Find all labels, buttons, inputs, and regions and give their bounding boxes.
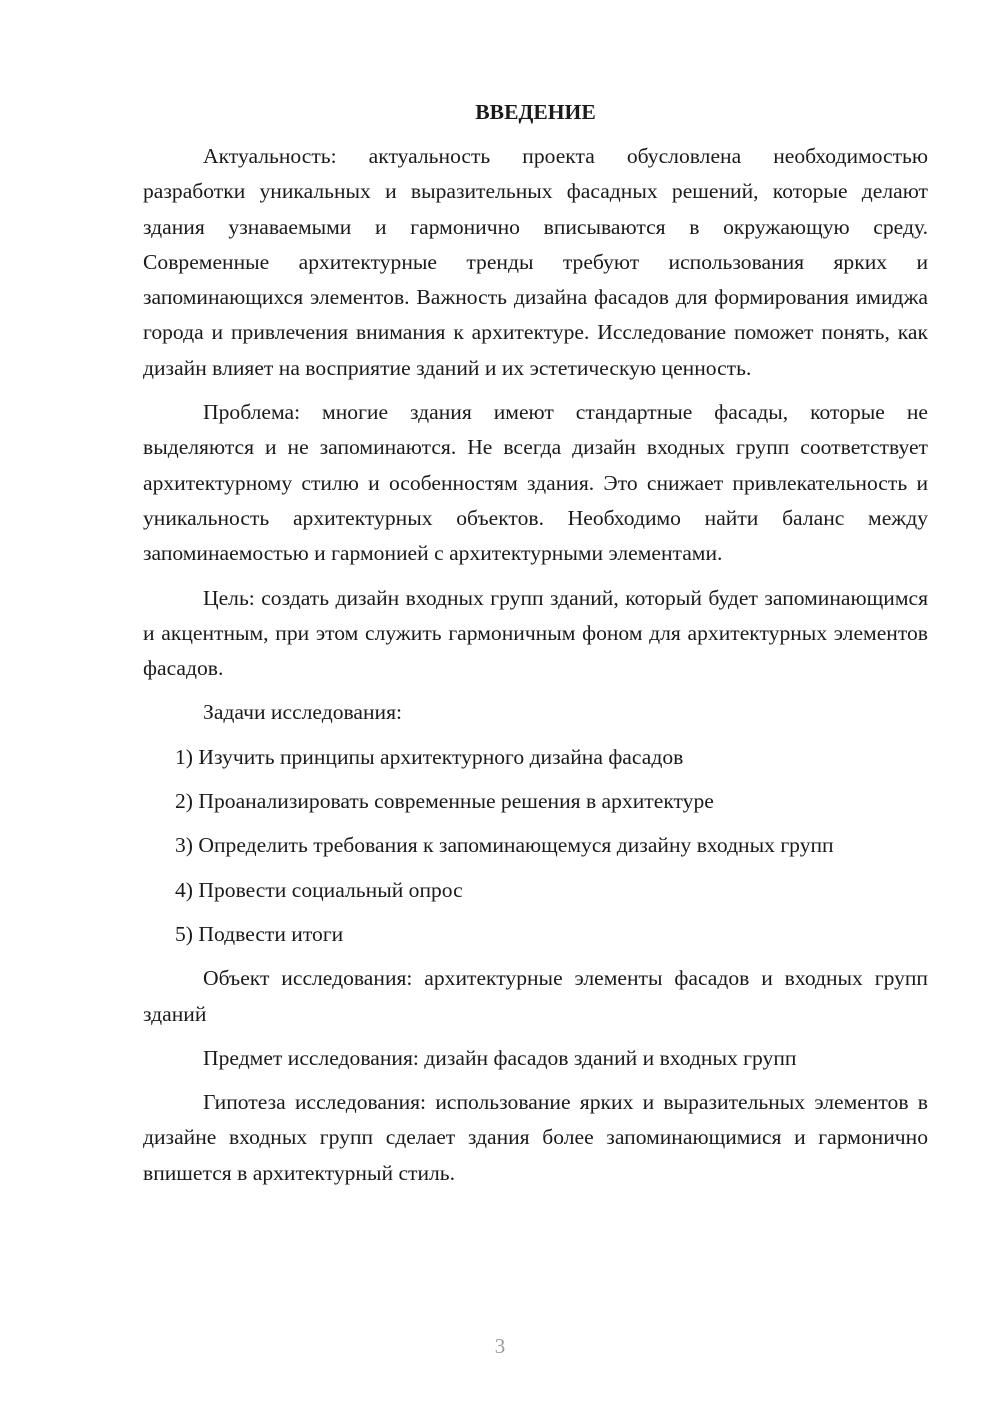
task-item: 1) Изучить принципы архитектурного дизайна фасадов bbox=[175, 744, 684, 769]
subject-paragraph: Предмет исследования: дизайн фасадов зданий и входных групп bbox=[203, 1045, 797, 1070]
hypothesis-paragraph: Гипотеза исследования: использование ярких и выразительных элементов в дизайне входных групп сделает здания более запоминающимися и гармонично впишется в архитектурный стиль. bbox=[143, 1090, 928, 1185]
task-item: 5) Подвести итоги bbox=[175, 921, 344, 946]
page-number: 3 bbox=[494, 1334, 506, 1358]
task-item: 2) Проанализировать современные решения в архитектуре bbox=[175, 789, 714, 814]
object-paragraph: Объект исследования: архитектурные элементы фасадов и входных групп зданий bbox=[143, 966, 928, 1026]
task-item: 4) Провести социальный опрос bbox=[175, 877, 463, 902]
problem-paragraph: Проблема: многие здания имеют стандартные фасады, которые не выделяются и не запоминаются. Не всегда дизайн входных групп соответствует архитектурному стилю и особенностям здания. Это снижает привлекательность и уникальность архитектурных объектов. Необходимо найти баланс между запоминаемостью и гармонией с архитектурными элементами. bbox=[143, 400, 928, 566]
document-page bbox=[143, 94, 928, 1191]
goal-paragraph: Цель: создать дизайн входных групп зданий, который будет запоминающимся и акцентным, при этом служить гармоничным фоном для архитектурных элементов фасадов. bbox=[143, 585, 928, 681]
tasks-heading: Задачи исследования: bbox=[203, 700, 403, 725]
task-item: 3) Определить требования к запоминающемуся дизайну входных групп bbox=[175, 833, 834, 858]
relevance-paragraph: Актуальность: актуальность проекта обусловлена необходимостью разработки уникальных и выразительных фасадных решений, которые делают здания узнаваемыми и гармонично вписываются в окружающую среду. Современные архитектурные тренды требуют использования ярких и запоминающихся элементов. Важность дизайна фасадов для формирования имиджа города и привлечения внимания к архитектуре. Исследование поможет понять, как дизайн влияет на восприятие зданий и их эстетическую ценность. bbox=[143, 144, 928, 380]
page-title: ВВЕДЕНИЕ bbox=[475, 100, 596, 124]
tasks-list bbox=[143, 740, 928, 952]
